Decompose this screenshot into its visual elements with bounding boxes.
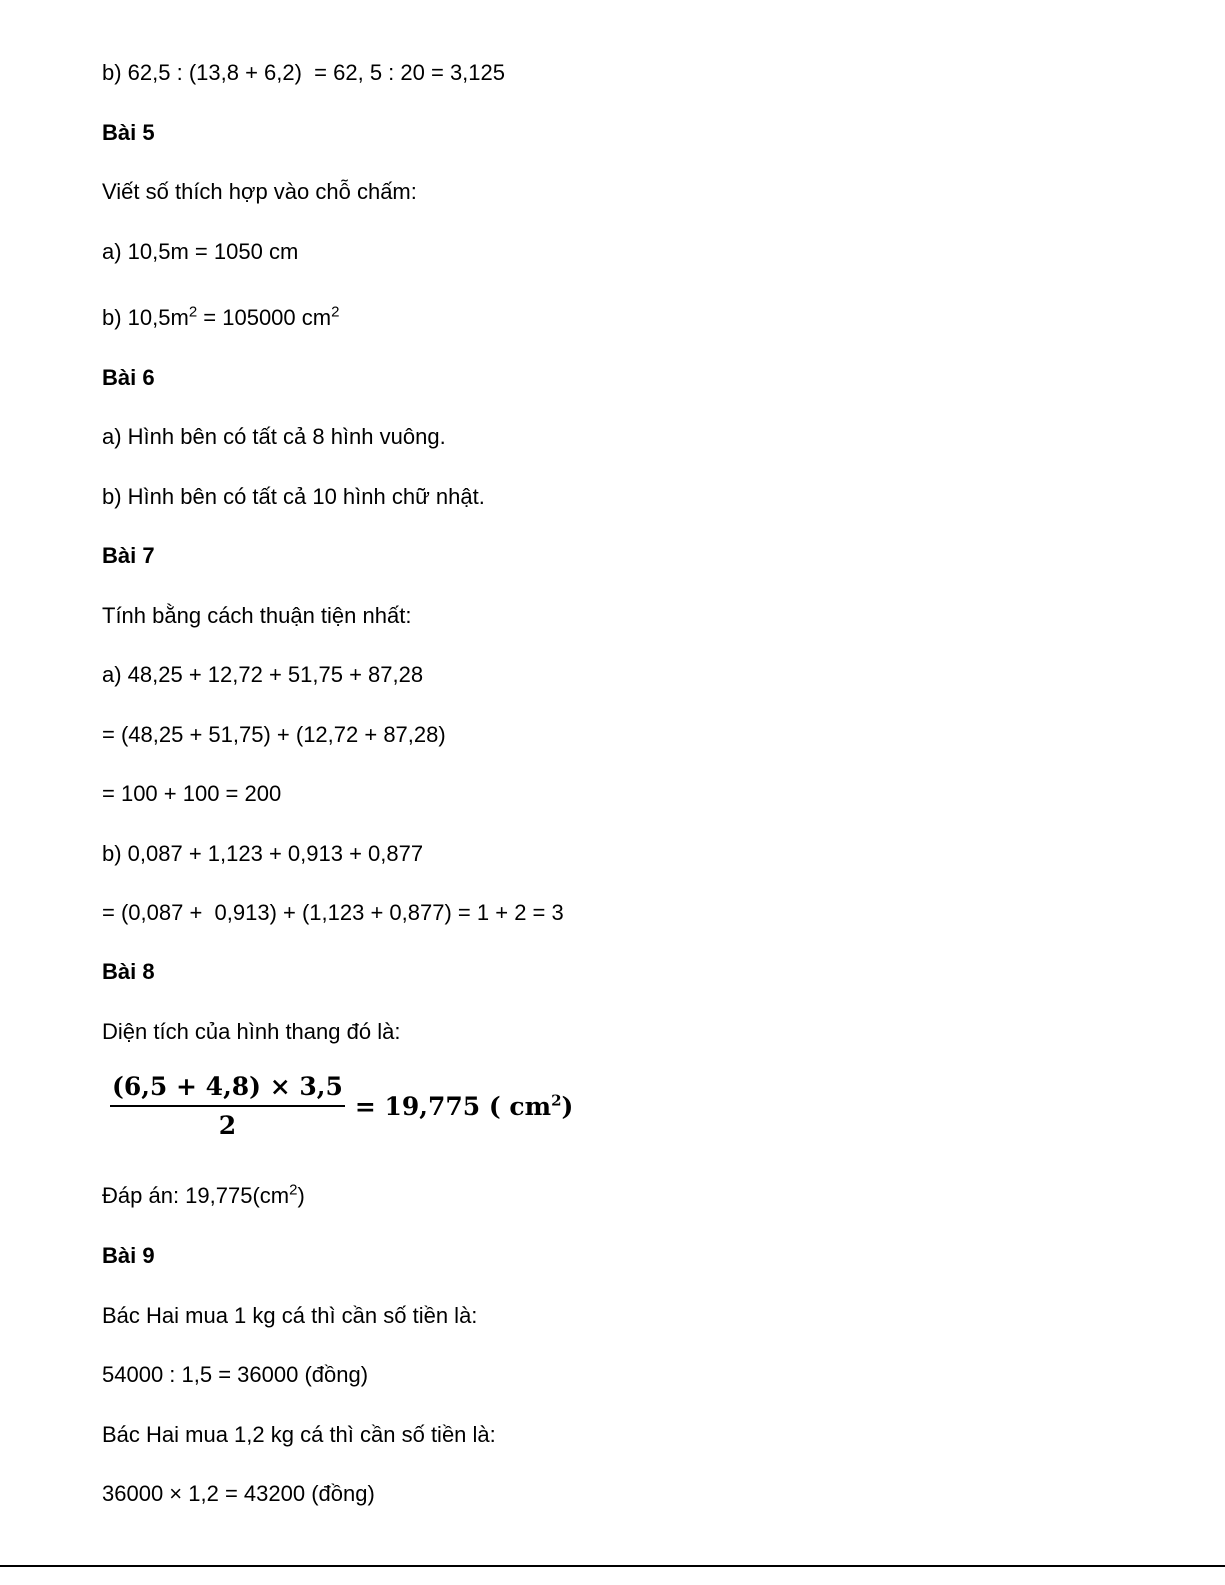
text-line: b) Hình bên có tất cả 10 hình chữ nhật. — [102, 484, 485, 509]
exponent: 2 — [289, 1181, 298, 1199]
exponent: 2 — [551, 1091, 562, 1110]
text-segment: ) — [561, 1091, 574, 1121]
text-line: Tính bằng cách thuận tiện nhất: — [102, 603, 412, 628]
text-line: = (48,25 + 51,75) + (12,72 + 87,28) — [102, 722, 446, 747]
trapezoid-area-formula — [110, 1070, 573, 1142]
text-line: Viết số thích hợp vào chỗ chấm: — [102, 179, 417, 204]
answer-line — [102, 1182, 305, 1210]
page-bottom-rule — [0, 1565, 1225, 1567]
fraction-numerator: (6,5 + 4,8) × 3,5 — [112, 1072, 343, 1101]
text-line: Bác Hai mua 1,2 kg cá thì cần số tiền là: — [102, 1422, 496, 1447]
text-line: = 100 + 100 = 200 — [102, 781, 282, 806]
text-line: a) 10,5m = 1050 cm — [102, 239, 299, 264]
text-line: 36000 × 1,2 = 43200 (đồng) — [102, 1481, 375, 1506]
formula-result — [355, 1092, 574, 1121]
text-line: b) 0,087 + 1,123 + 0,913 + 0,877 — [102, 841, 424, 866]
text-line: a) 48,25 + 12,72 + 51,75 + 87,28 — [102, 662, 424, 687]
heading-bai-7: Bài 7 — [102, 543, 155, 568]
text-segment: ) — [297, 1183, 305, 1208]
fraction-denominator: 2 — [218, 1111, 237, 1140]
text-line: b) 62,5 : (13,8 + 6,2) = 62, 5 : 20 = 3,125 — [102, 60, 506, 85]
exponent: 2 — [331, 303, 340, 321]
text-segment: = 105000 cm — [197, 305, 332, 330]
text-line: a) Hình bên có tất cả 8 hình vuông. — [102, 424, 446, 449]
heading-bai-8: Bài 8 — [102, 959, 155, 984]
text-segment: b) 10,5m — [102, 305, 189, 330]
text-line: 54000 : 1,5 = 36000 (đồng) — [102, 1362, 369, 1387]
heading-bai-5: Bài 5 — [102, 120, 155, 145]
heading-bai-9: Bài 9 — [102, 1243, 155, 1268]
text-segment: = 19,775 ( cm — [354, 1091, 552, 1121]
exponent: 2 — [188, 303, 198, 321]
text-line: Diện tích của hình thang đó là: — [102, 1019, 401, 1044]
fraction — [110, 1072, 345, 1140]
text-line: = (0,087 + 0,913) + (1,123 + 0,877) = 1 + 2 = 3 — [102, 900, 564, 925]
text-segment: Đáp án: 19,775(cm — [102, 1183, 290, 1208]
text-line — [102, 304, 339, 332]
text-line: Bác Hai mua 1 kg cá thì cần số tiền là: — [102, 1303, 478, 1328]
heading-bai-6: Bài 6 — [102, 365, 155, 390]
